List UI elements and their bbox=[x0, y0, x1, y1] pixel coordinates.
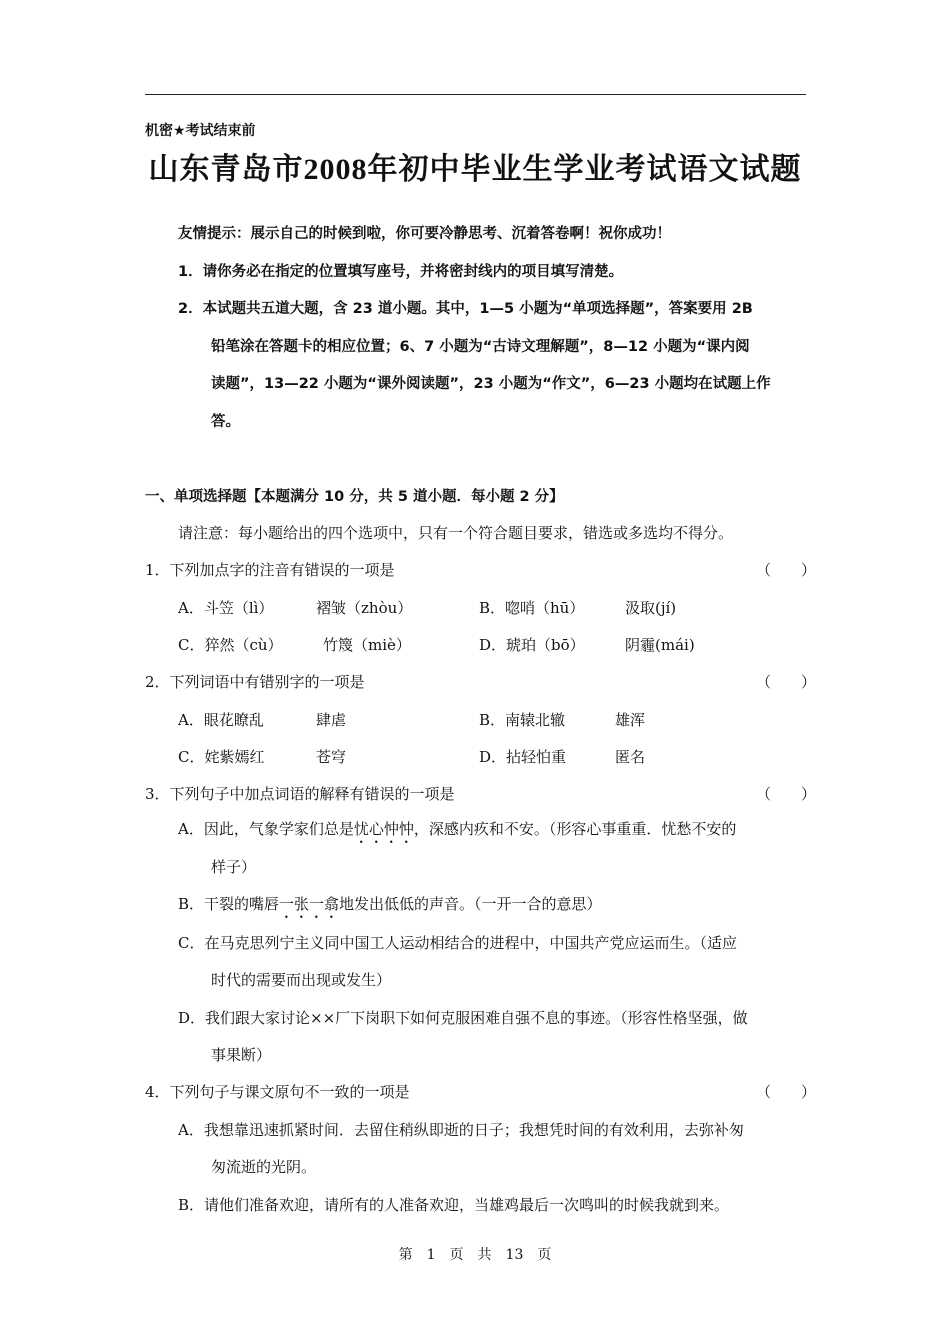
page-title: 山东青岛市2008年初中毕业生学业考试语文试题 bbox=[148, 153, 802, 186]
q3-option-a-dotted-word: 忧心忡忡 bbox=[353, 820, 414, 838]
q1-option-a2: 褶皱（zhòu） bbox=[316, 599, 413, 617]
q3-option-b bbox=[178, 893, 602, 922]
q4-option-a-line1: A．我想靠迅速抓紧时间．去留住稍纵即逝的日子；我想凭时间的有效利用，去弥补匆 bbox=[178, 1121, 744, 1139]
q2-stem: 2．下列词语中有错别字的一项是 bbox=[145, 673, 365, 691]
q1-option-b1: B．唿哨（hū） bbox=[479, 599, 585, 617]
q2-option-a1: A．眼花瞭乱 bbox=[178, 711, 264, 729]
notice-greeting: 友情提示：展示自己的时候到啦，你可要冷静思考、沉着答卷啊！祝你成功！ bbox=[178, 226, 671, 242]
section-1-heading: 一、单项选择题【本题满分 10 分，共 5 道小题．每小题 2 分】 bbox=[145, 489, 564, 505]
q1-option-c2: 竹篾（miè） bbox=[323, 636, 411, 654]
q3-stem: 3．下列句子中加点词语的解释有错误的一项是 bbox=[145, 785, 455, 803]
notice-item-2-line2: 铅笔涂在答题卡的相应位置；6、7 小题为“古诗文理解题”，8—12 小题为“课内阅 bbox=[211, 339, 750, 355]
section-1-instruction: 请注意：每小题给出的四个选项中，只有一个符合题目要求，错选或多选均不得分。 bbox=[178, 524, 734, 542]
page-footer: 第 1 页 共 13 页 bbox=[398, 1247, 552, 1263]
q3-option-d-line1: D．我们跟大家讨论××厂下岗职下如何克服困难自强不息的事迹。（形容性格坚强，做 bbox=[178, 1009, 748, 1027]
confidential-label: 机密★考试结束前 bbox=[145, 123, 256, 139]
q1-answer-paren: （ ） bbox=[756, 561, 817, 579]
q3-option-d-line2: 事果断） bbox=[211, 1046, 272, 1064]
q2-option-c1: C．姹紫嫣红 bbox=[178, 748, 265, 766]
q2-option-c2: 苍穹 bbox=[316, 748, 347, 766]
q3-option-b-post: 地发出低低的声音。（一开一合的意思） bbox=[339, 895, 602, 913]
q3-option-a-cont: 样子） bbox=[211, 858, 257, 876]
notice-item-2-line1: 2．本试题共五道大题，含 23 道小题。其中，1—5 小题为“单项选择题”，答案要用 2B bbox=[178, 301, 753, 317]
q3-option-a-pre: A．因此，气象学家们总是 bbox=[178, 820, 354, 838]
q3-option-b-dotted-word: 一张一翕 bbox=[279, 895, 340, 913]
top-rule bbox=[145, 94, 806, 95]
q2-option-d1: D．拈轻怕重 bbox=[479, 748, 567, 766]
q3-answer-paren: （ ） bbox=[756, 785, 817, 803]
q2-answer-paren: （ ） bbox=[756, 673, 817, 691]
q3-option-a bbox=[178, 818, 736, 847]
q1-option-a1: A．斗笠（lì） bbox=[178, 599, 274, 617]
q2-option-b2: 雄浑 bbox=[615, 711, 646, 729]
q1-option-d2: 阴霾(mái) bbox=[625, 636, 695, 654]
q3-option-c-line1: C．在马克思列宁主义同中国工人运动相结合的进程中，中国共产党应运而生。（适应 bbox=[178, 934, 737, 952]
q2-option-a2: 肆虐 bbox=[316, 711, 347, 729]
q3-option-b-pre: B．干裂的嘴唇 bbox=[178, 895, 280, 913]
notice-item-1: 1．请你务必在指定的位置填写座号，并将密封线内的项目填写清楚。 bbox=[178, 264, 624, 280]
notice-item-2-line3: 读题”，13—22 小题为“课外阅读题”，23 小题为“作文”，6—23 小题均在试题上作 bbox=[211, 376, 771, 392]
q3-option-c-line2: 时代的需要而出现或发生） bbox=[211, 971, 392, 989]
q3-option-a-post: ，深感内疚和不安。（形容心事重重．忧愁不安的 bbox=[413, 820, 737, 838]
q1-option-d1: D．琥珀（bō） bbox=[479, 636, 585, 654]
notice-item-2-line4: 答。 bbox=[211, 414, 240, 430]
q2-option-b1: B．南辕北辙 bbox=[479, 711, 566, 729]
q1-option-b2: 汲取(jí) bbox=[625, 599, 677, 617]
q1-option-c1: C．猝然（cù） bbox=[178, 636, 283, 654]
q2-option-d2: 匿名 bbox=[615, 748, 646, 766]
q4-answer-paren: （ ） bbox=[756, 1083, 817, 1101]
q4-option-a-line2: 匆流逝的光阴。 bbox=[211, 1158, 317, 1176]
q4-stem: 4．下列句子与课文原句不一致的一项是 bbox=[145, 1083, 410, 1101]
q1-stem: 1．下列加点字的注音有错误的一项是 bbox=[145, 561, 395, 579]
q4-option-b-line1: B．请他们准备欢迎，请所有的人准备欢迎，当雄鸡最后一次鸣叫的时候我就到来。 bbox=[178, 1196, 730, 1214]
